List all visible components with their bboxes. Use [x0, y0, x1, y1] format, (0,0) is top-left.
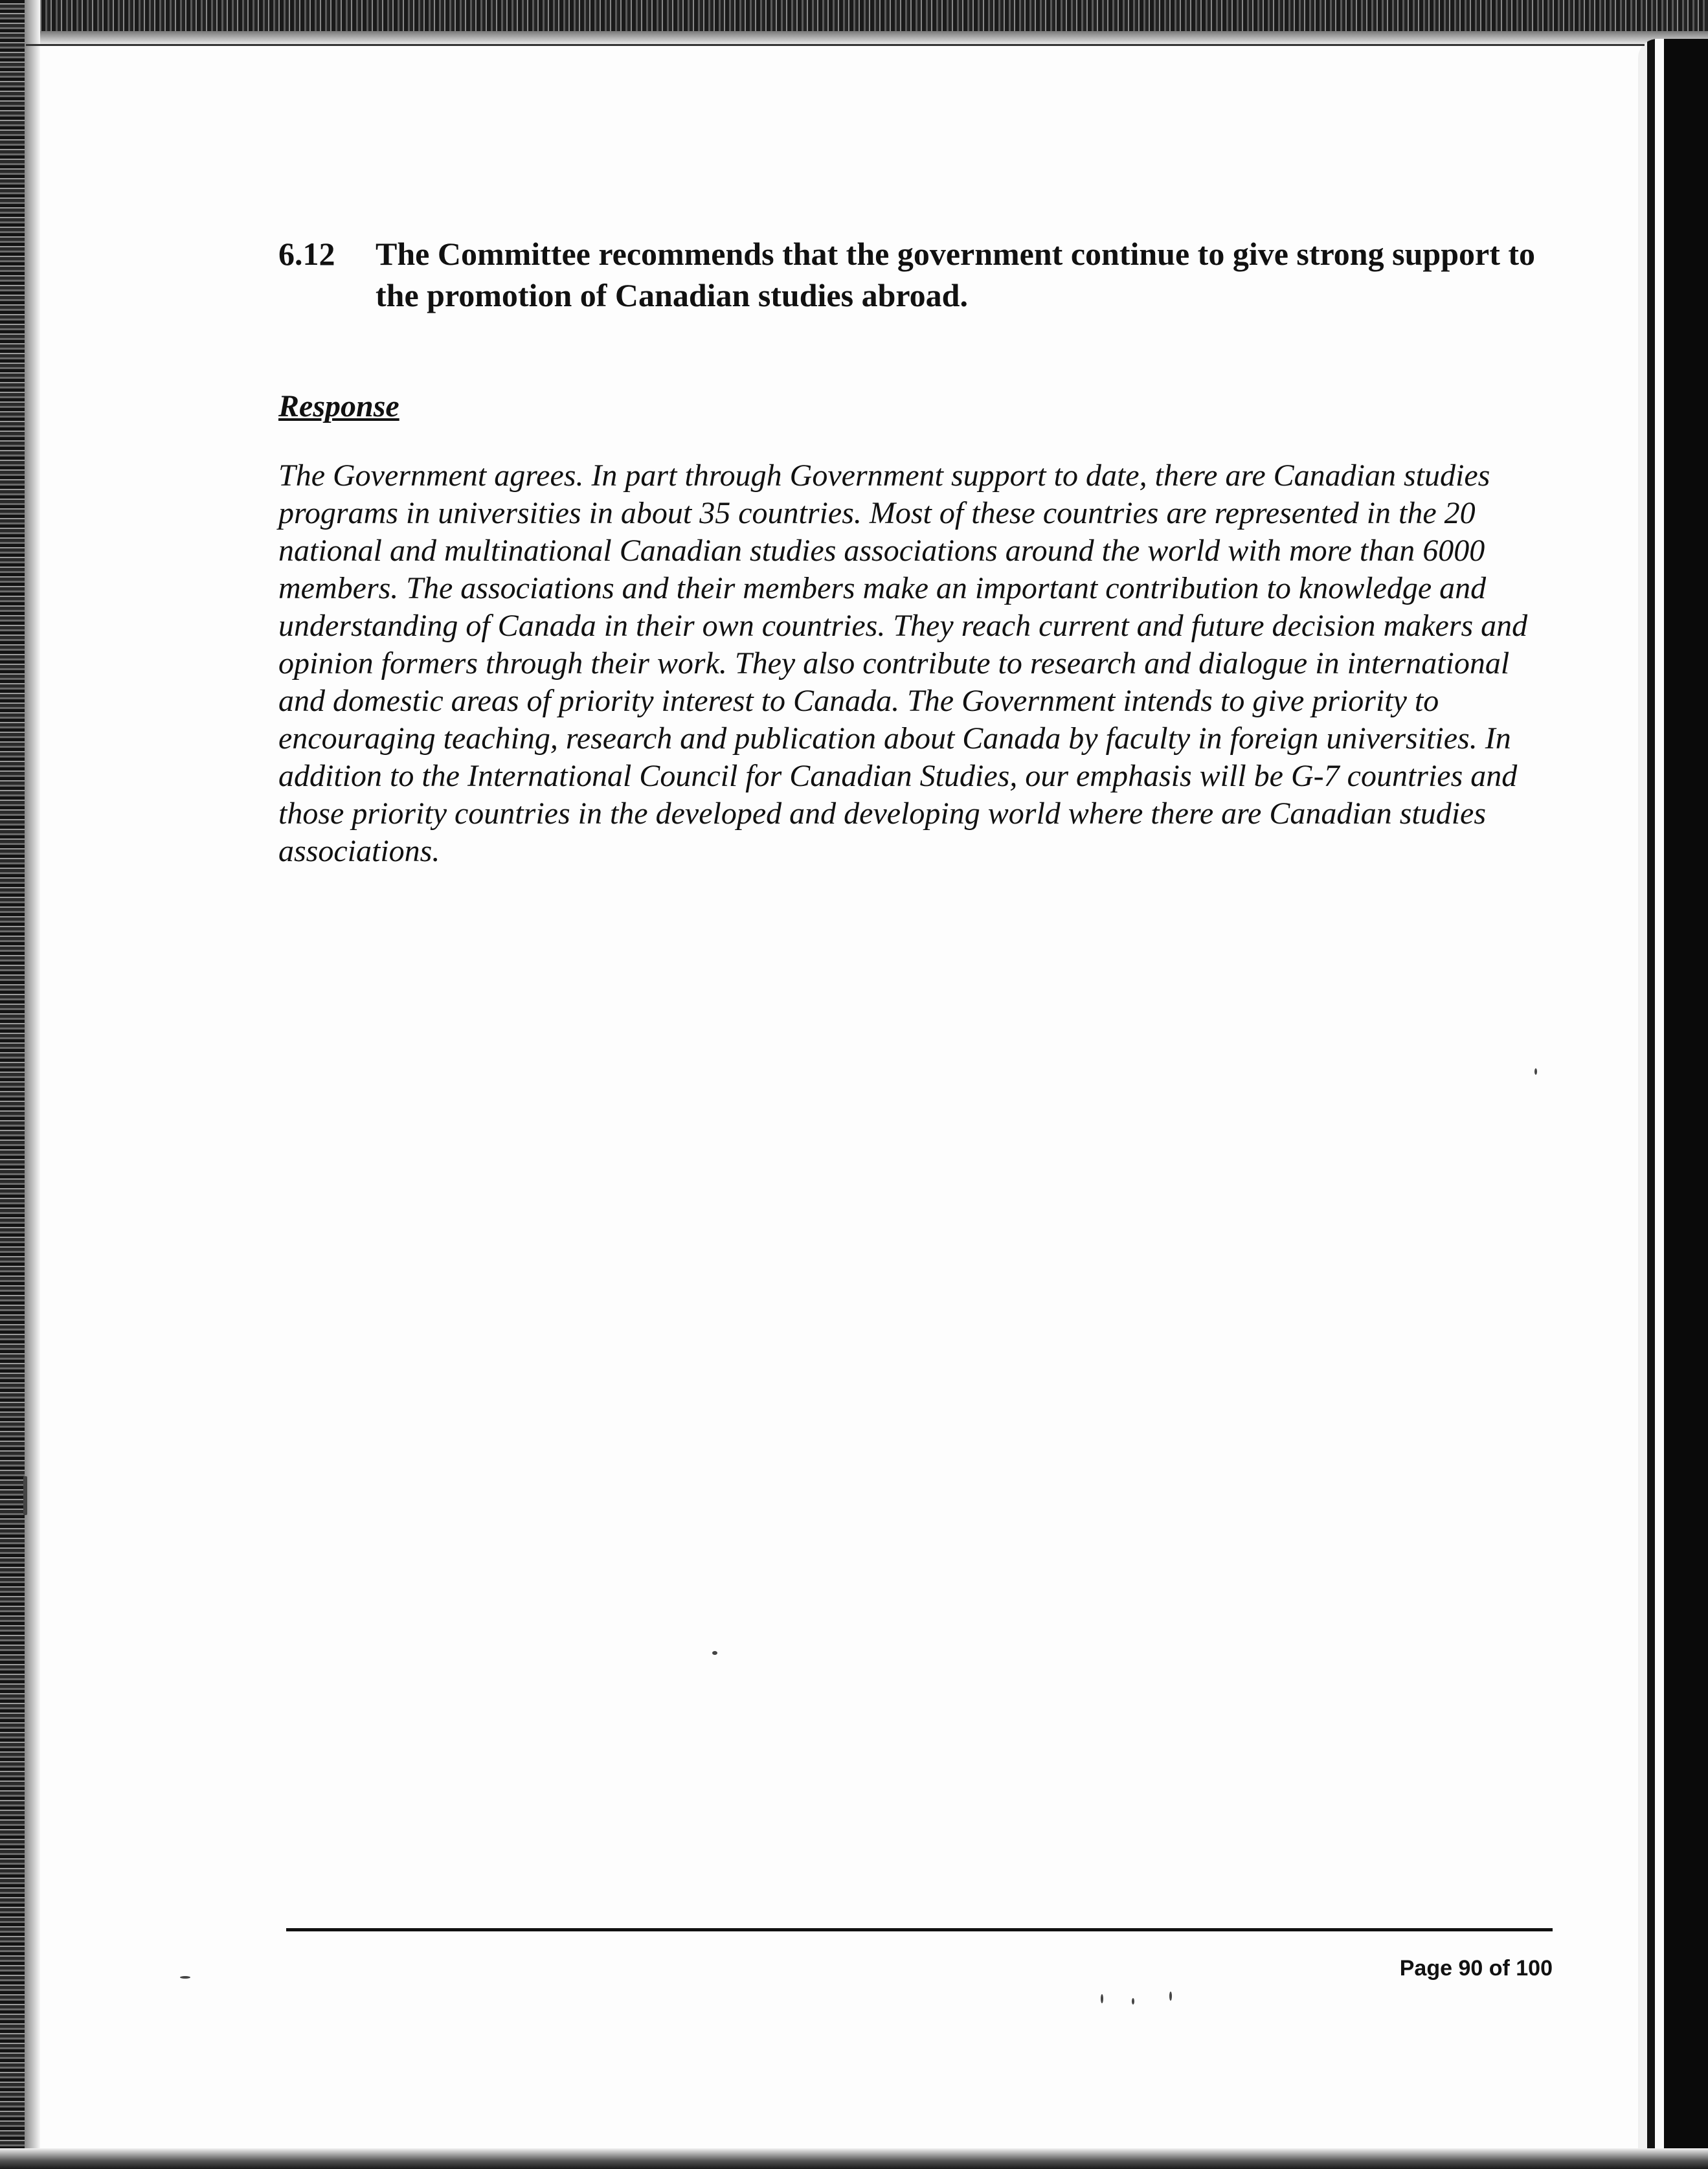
- page-top-border: [26, 44, 1645, 46]
- page-number: Page 90 of 100: [1399, 1956, 1553, 1981]
- scan-speck: [712, 1651, 717, 1655]
- scan-speck: [23, 1476, 27, 1515]
- recommendation: [278, 233, 1547, 316]
- recommendation-text: The Committee recommends that the government continue to give strong support to the promotion of Canadian studies abroad.: [376, 236, 1535, 313]
- scan-bottom-edge: [0, 2148, 1708, 2169]
- scan-speck: [1534, 1068, 1537, 1075]
- footer-rule: [286, 1928, 1553, 1931]
- scan-right-binding: [1638, 39, 1708, 2169]
- scan-top-edge: [0, 0, 1708, 31]
- scan-speck: [1132, 1998, 1134, 2005]
- recommendation-number: 6.12: [278, 236, 335, 272]
- scan-left-edge: [0, 0, 25, 2169]
- scan-speck: [180, 1976, 190, 1979]
- scan-speck: [1101, 1994, 1103, 2003]
- scan-speck: [1169, 1992, 1172, 2001]
- response-heading: Response: [278, 389, 399, 423]
- page-content: [278, 233, 1547, 870]
- scan-left-shadow: [25, 0, 40, 2169]
- response-body: The Government agrees. In part through Government support to date, there are Canadian studies programs in universities in about 35 countries. Most of these countries are represented in the 20 national and multinational Canadian studies associations around the world with more than 6000 members. The associations and their members make an important contribution to knowledge and understanding of Canada in their own countries. They reach current and future decision makers and opinion formers through their work. They also contribute to research and dialogue in international and domestic areas of priority interest to Canada. The Government intends to give priority to encouraging teaching, research and publication about Canada by faculty in foreign universities. In addition to the International Council for Canadian Studies, our emphasis will be G-7 countries and those priority countries in the developed and developing world where there are Canadian studies associations.: [278, 458, 1528, 868]
- scan-top-shadow: [0, 31, 1708, 45]
